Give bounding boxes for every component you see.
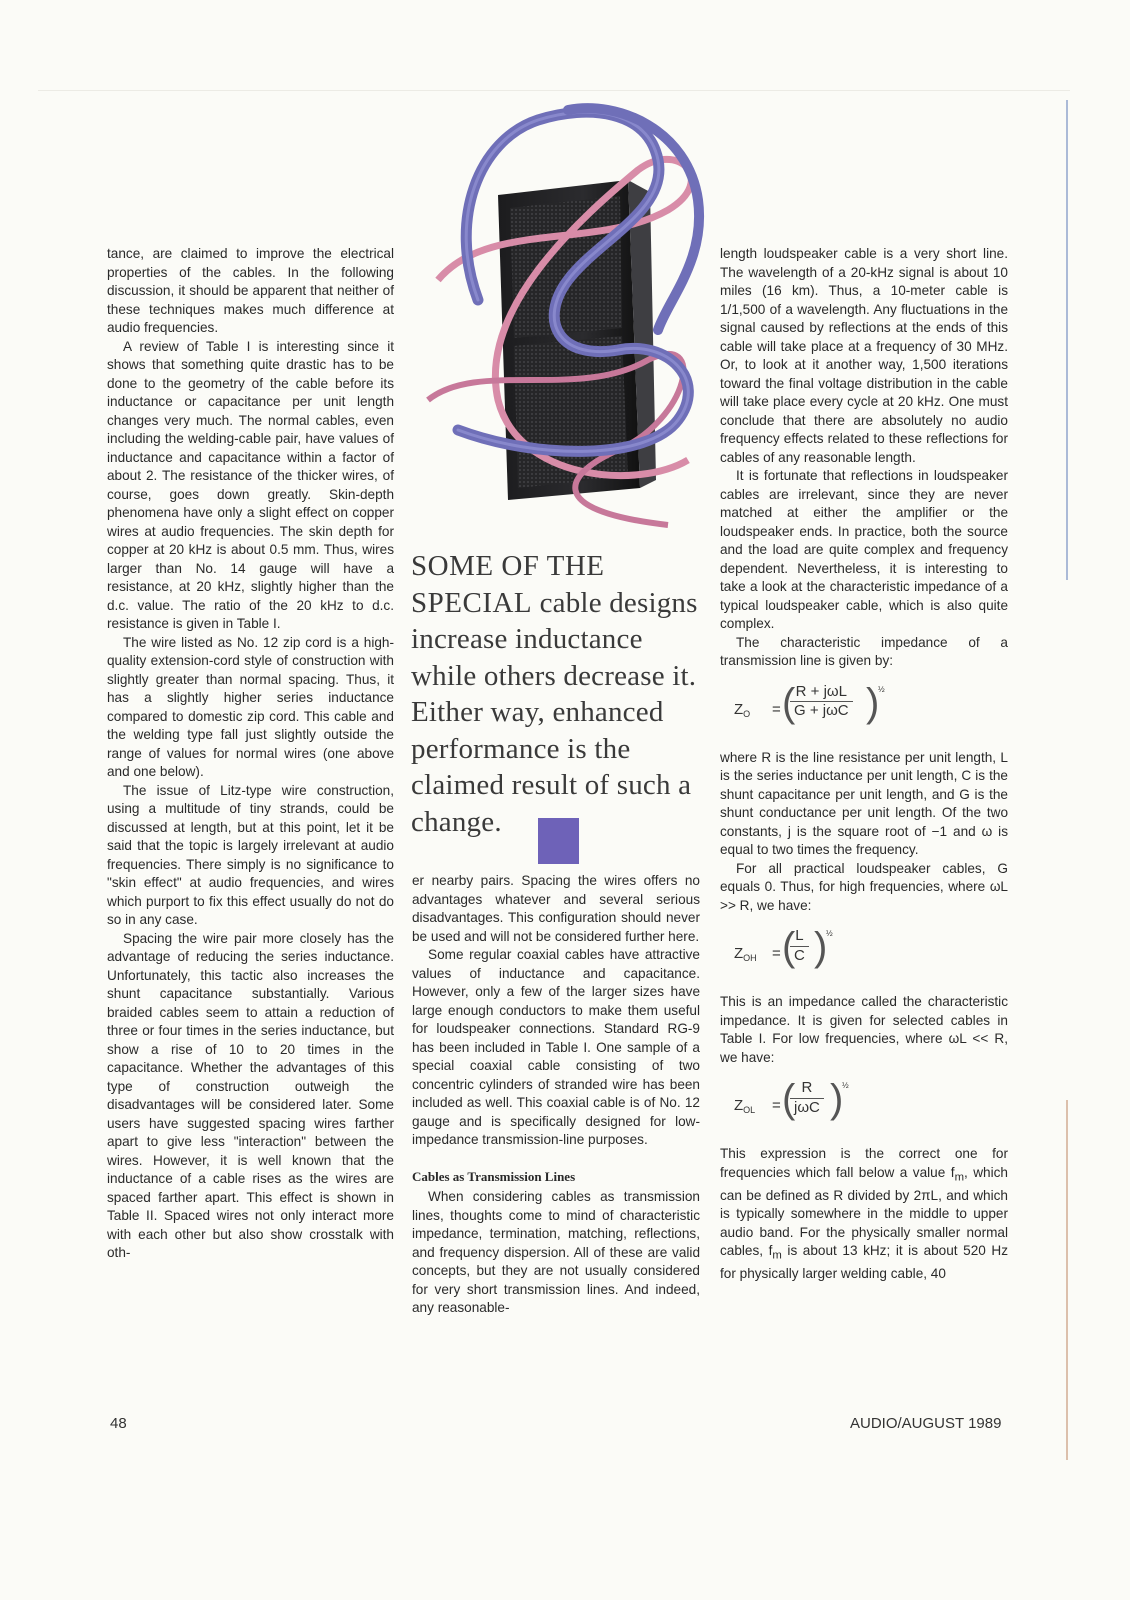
paragraph: where R is the line resistance per unit length, L is the series inductance per unit length, C is the shunt capacitance per unit length, and G is the shunt conductance per unit length. Of the two constants, j is the square root of −1 and ω is equal to two times the frequency. [720,749,1008,857]
paragraph: tance, are claimed to improve the electrical properties of the cables. In the following discussion, it should be apparent that neither of these techniques makes much difference at audio frequencies. [107,246,394,335]
pull-quote [411,548,699,840]
paragraph: Spacing the wire pair more closely has the advantage of reducing the series inductance. Unfortunately, this tactic also increases the shunt capacitance substantially. Various braided cables seem to attain a reduction of three or four times in the series inductance, but show a rise of 10 to 20 times in the capacitance. Whether the advantages of this type of construction outweigh the disadvantages will be considered later. Some users have suggested spacing wires farther apart to give less "interaction" between the wires. However, it is well known that the inductance of a cable rises as the wires are spaced farther apart. This effect is shown in Table II. Spaced wires not only interact more with each other but also show crosstalk with oth- [107,930,394,1260]
loudspeaker-cable-photo [418,100,710,530]
decorative-square [538,818,579,864]
pull-quote-text: cable designs increase inductance while others decrease it. Either way, enhanced performance is the claimed result of such a change. [411,586,698,838]
column-right [720,245,1008,1284]
paragraph: This is an impedance called the characteristic impedance. It is given for selected cables in Table I. For low frequencies, where ωL << R, we have: [720,994,1008,1065]
equation-characteristic-impedance: $Z_O$ = ( R + jωL G + jωC ) ½ [734,680,885,725]
paragraph: The characteristic impedance of a transmission line is given by: [720,634,1008,668]
paragraph: Some regular coaxial cables have attractive values of inductance and capacitance. However, only a few of the larger sizes have large enough conductors to make them useful for loudspeaker connections. Standard RG-9 has been included in Table I. One sample of a special coaxial cable consisting of two concentric cylinders of stranded wire has been included as well. This coaxial cable is of No. 12 gauge and is specifically designed for low-impedance transmission-line purposes. [412,947,700,1147]
paragraph: er nearby pairs. Spacing the wires offers no advantages whatever and several serious disadvantages. This configuration should never be used and will not be considered further here. [412,873,700,944]
page-number: 48 [110,1415,127,1432]
paragraph: It is fortunate that reflections in loudspeaker cables are irrelevant, since they are never matched at either the amplifier or the loudspeaker ends. In practice, both the source and the load are quite complex and frequency dependent. Nevertheless, it is interesting to take a look at the characteristic impedance of a typical loudspeaker cable, which is also quite complex. [720,468,1008,631]
paragraph: The wire listed as No. 12 zip cord is a high-quality extension-cord style of construction with slightly greater than normal spacing. Thus, it has a slightly higher series inductance compared to domestic zip cord. This cable and the welding type fall just slightly outside the range of values for normal wires (one above and one below). [107,634,394,779]
page-edge-stripe-lower [1066,1100,1068,1460]
column-middle [412,872,700,1318]
paragraph: This expression is the correct one for frequencies which fall below a value $f_m$, which can be defined as R divided by 2πL, and which is typically somewhere in the middle to upper audio band. For the physically smaller normal cables, $f_m$ is about 13 kHz; it is about 520 Hz for physically larger welding cable, 40 [720,1146,1009,1282]
running-footer: AUDIO/AUGUST 1989 [850,1415,1002,1432]
paragraph: The issue of Litz-type wire construction, using a multitude of tiny strands, could be discussed at length, but at this point, let it be said that the topic is largely irrelevant at audio frequencies. There simply is no significance to "skin effect" at audio frequencies, and wires which purport to fix this effect usually do not do so in any case. [107,782,394,927]
page-edge-stripe [1066,100,1068,580]
paragraph: When considering cables as transmission lines, thoughts come to mind of characteristic impedance, termination, matching, reflections, and frequency dispersion. All of these are valid concepts, but they are not usually considered for very short transmission lines. And indeed, any reasonable- [412,1189,700,1315]
paragraph: For all practical loudspeaker cables, G equals 0. Thus, for high frequencies, where ωL >> R, we have: [720,860,1008,913]
speaker-grille-top [510,196,622,338]
equation-low-frequency-impedance: $Z_{OL}$ = ( R jωC ) ½ [734,1077,849,1121]
column-left [107,245,394,1263]
section-heading: Cables as Transmission Lines [412,1168,576,1184]
pull-quote-lead: SOME OF THE SPECIAL [411,550,605,619]
paragraph: length loudspeaker cable is a very short line. The wavelength of a 20-kHz signal is about 10 miles (16 km). Thus, a 10-meter cable is 1/1,500 of a wavelength. Any fluctuations in the signal caused by reflections at the ends of this cable will take place at a frequency of 30 MHz. Or, to look at it another way, 1,500 iterations toward the final voltage distribution in the cable will take place every cycle at 20 kHz. One must conclude that there are absolutely no audio frequency effects related to these reflections for cables of any reasonable length. [720,246,1008,465]
equation-high-frequency-impedance: $Z_{OH}$ = ( $\frac{L}{C}$ ) ½ [734,925,833,969]
paragraph: A review of Table I is interesting since it shows that something quite drastic has to be done to the geometry of the cable before its inductance or capacitance per unit length changes very much. The normal cables, even including the welding-cable pair, have values of inductance and capacitance within a factor of about 2. The resistance of the thicker wires, of course, goes down greatly. Skin-depth phenomena have only a slight effect on copper wires at audio frequencies. The skin depth for copper at 20 kHz is about 0.5 mm. Thus, wires larger than No. 14 gauge will have a resistance, at 20 kHz, slightly higher than the d.c. value. The ratio of the 20 kHz to d.c. resistance is given in Table I. [107,338,394,631]
